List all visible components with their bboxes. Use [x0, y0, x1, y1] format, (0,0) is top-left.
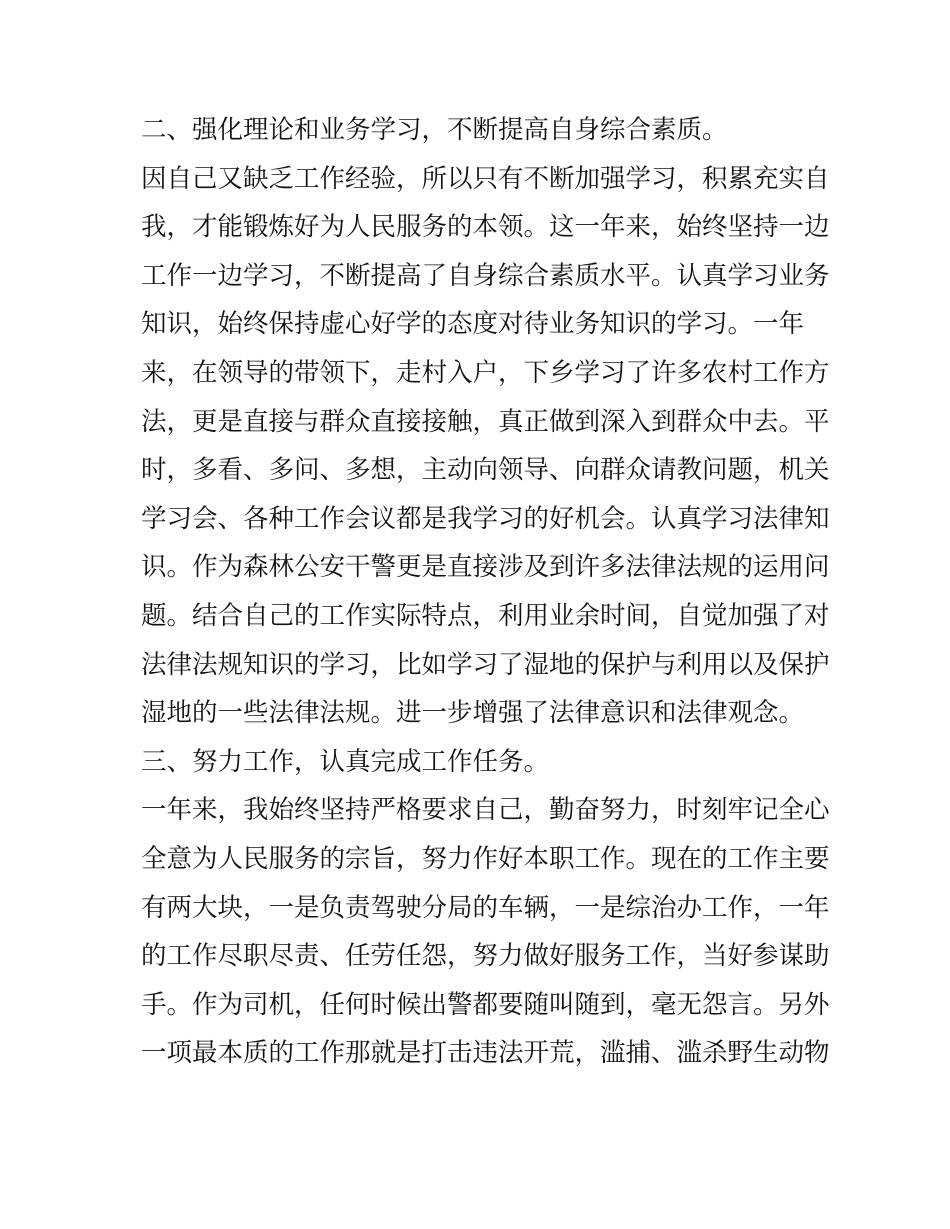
text-line: 时，多看、多问、多想，主动向领导、向群众请教问题，机关: [141, 455, 830, 486]
text-line: 湿地的一些法律法规。进一步增强了法律意识和法律观念。: [141, 698, 805, 729]
text-line: 全意为人民服务的宗旨，努力作好本职工作。现在的工作主要: [141, 843, 830, 874]
body-text: [141, 106, 830, 1078]
text-line: 一年来，我始终坚持严格要求自己，勤奋努力，时刻牢记全心: [141, 795, 830, 826]
text-line: 我，才能锻炼好为人民服务的本领。这一年来，始终坚持一边: [141, 212, 830, 243]
text-line: 法，更是直接与群众直接接触，真正做到深入到群众中去。平: [141, 406, 830, 437]
section-heading-3: 三、努力工作，认真完成工作任务。: [141, 746, 550, 777]
section-heading-2: 二、强化理论和业务学习，不断提高自身综合素质。: [141, 115, 728, 145]
text-line: 的工作尽职尽责、任劳任怨，努力做好服务工作，当好参谋助: [141, 941, 830, 972]
text-line: 知识，始终保持虚心好学的态度对待业务知识的学习。一年: [141, 309, 805, 340]
text-line: 有两大块，一是负责驾驶分局的车辆，一是综治办工作，一年: [141, 892, 830, 923]
text-line: 法律法规知识的学习，比如学习了湿地的保护与利用以及保护: [141, 649, 830, 680]
text-line: 来，在领导的带领下，走村入户，下乡学习了许多农村工作方: [141, 357, 830, 388]
text-line: 识。作为森林公安干警更是直接涉及到许多法律法规的运用问: [141, 552, 830, 583]
text-line: 因自己又缺乏工作经验，所以只有不断加强学习，积累充实自: [141, 163, 830, 194]
text-line: 一项最本质的工作那就是打击违法开荒，滥捕、滥杀野生动物: [141, 1038, 830, 1069]
text-line: 学习会、各种工作会议都是我学习的好机会。认真学习法律知: [141, 503, 830, 534]
text-line: 手。作为司机，任何时候出警都要随叫随到，毫无怨言。另外: [141, 989, 830, 1020]
text-line: 题。结合自己的工作实际特点，利用业余时间，自觉加强了对: [141, 600, 830, 631]
text-line: 工作一边学习，不断提高了自身综合素质水平。认真学习业务: [141, 260, 830, 291]
